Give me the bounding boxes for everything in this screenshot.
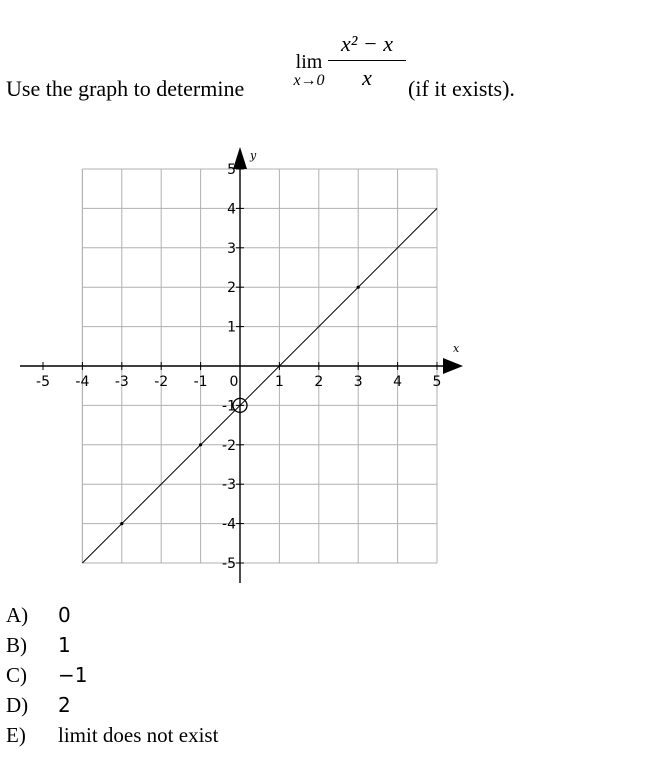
line-point — [199, 443, 202, 446]
x-tick-label: -4 — [75, 374, 90, 390]
x-tick-label: -3 — [114, 374, 129, 390]
x-tick-label: 3 — [353, 374, 363, 390]
x-tick-label: 1 — [274, 374, 284, 390]
fraction-denominator: x — [362, 65, 372, 90]
x-tick-label: -5 — [36, 374, 50, 390]
x-tick-label: 4 — [393, 374, 403, 390]
y-axis-label: y — [250, 149, 257, 162]
line-point — [120, 522, 123, 525]
x-tick-label: -2 — [154, 374, 169, 390]
limit-lim: lim — [295, 51, 323, 73]
choice-letter: C) — [6, 663, 27, 687]
line-point — [357, 286, 360, 289]
x-tick-label: 2 — [314, 374, 324, 390]
choice-b[interactable] — [6, 630, 218, 660]
series-line — [82, 208, 437, 563]
y-tick-label: 5 — [227, 162, 236, 178]
choice-letter: E) — [6, 723, 26, 747]
question-suffix: (if it exists). — [408, 76, 515, 101]
y-tick-label: -4 — [222, 516, 236, 533]
x-axis-arrow — [443, 358, 463, 374]
choice-value: 1 — [58, 633, 71, 657]
choice-d[interactable] — [6, 690, 218, 720]
y-tick-label: 3 — [227, 240, 236, 257]
choice-value: −1 — [58, 663, 88, 687]
limit-operator — [284, 52, 334, 90]
graph — [0, 140, 480, 590]
y-tick-label: 1 — [227, 319, 236, 336]
limit-fraction — [328, 30, 406, 91]
choice-c[interactable] — [6, 660, 218, 690]
fraction-numerator: x² − x — [341, 31, 393, 56]
y-tick-label: 2 — [227, 280, 236, 297]
y-tick-label: 4 — [227, 201, 236, 218]
question-prefix: Use the graph to determine — [6, 76, 245, 101]
x-tick-label: 5 — [432, 374, 442, 390]
choice-a[interactable] — [6, 600, 218, 630]
choice-letter: A) — [6, 603, 29, 627]
y-tick-label: -3 — [222, 477, 236, 494]
y-tick-label: -5 — [222, 556, 236, 572]
fraction-bar — [328, 60, 406, 61]
choice-letter: D) — [6, 693, 29, 717]
choice-value: limit does not exist — [58, 723, 219, 747]
y-tick-label: -1 — [222, 398, 236, 415]
choice-e[interactable] — [6, 720, 218, 750]
x-axis-label: x — [453, 342, 460, 355]
choice-letter: B) — [6, 633, 27, 657]
answer-choices — [6, 600, 218, 750]
choice-value: 2 — [58, 693, 71, 717]
choice-value: 0 — [58, 603, 71, 627]
limit-subscript: x→0 — [293, 72, 325, 89]
x-tick-label: 0 — [229, 374, 239, 390]
y-tick-label: -2 — [222, 437, 236, 454]
x-tick-label: -1 — [193, 374, 208, 390]
